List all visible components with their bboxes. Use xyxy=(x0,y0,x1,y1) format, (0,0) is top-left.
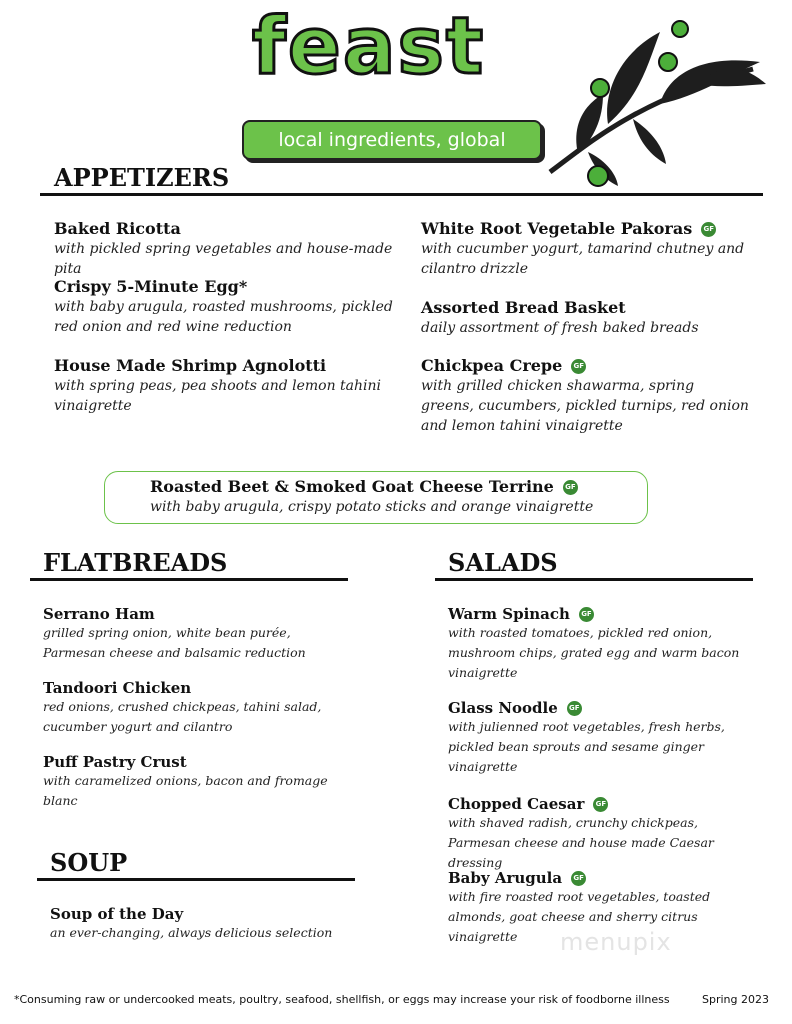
flatbread-item: Puff Pastry Crust with caramelized onions, bacon and fromage blanc xyxy=(43,753,328,808)
olive-branch-icon xyxy=(548,14,768,189)
restaurant-logo: feast xyxy=(252,2,486,92)
watermark: menupix xyxy=(560,928,672,956)
appetizers-rule xyxy=(40,193,763,196)
appetizer-item: Crispy 5-Minute Egg* with baby arugula, roasted mushrooms, pickled red onion and red wine reduction xyxy=(54,277,393,335)
salad-item: Glass Noodle GF with julienned root vegetables, fresh herbs, pickled bean sprouts and sesame ginger vinaigrette xyxy=(448,699,725,774)
featured-item: Roasted Beet & Smoked Goat Cheese Terrine GF with baby arugula, crispy potato sticks and orange vinaigrette xyxy=(150,477,594,515)
flatbreads-rule xyxy=(30,578,348,581)
footer-disclaimer: *Consuming raw or undercooked meats, poultry, seafood, shellfish, or eggs may increase your risk of foodborne illness xyxy=(14,993,670,1006)
soup-item: Soup of the Day an ever-changing, always delicious selection xyxy=(50,905,333,940)
salad-item: Baby Arugula GF with fire roasted root vegetables, toasted almonds, goat cheese and sherry citrus vinaigrette xyxy=(448,869,711,944)
salads-heading: SALADS xyxy=(448,548,558,577)
gluten-free-icon: GF xyxy=(579,607,594,622)
flatbread-item: Serrano Ham grilled spring onion, white bean purée, Parmesan cheese and balsamic reduction xyxy=(43,605,306,660)
tagline-banner: local ingredients, global flavors xyxy=(242,120,542,160)
gluten-free-icon: GF xyxy=(571,871,586,886)
footer-season: Spring 2023 xyxy=(702,993,769,1006)
gluten-free-icon: GF xyxy=(567,701,582,716)
flatbread-item: Tandoori Chicken red onions, crushed chickpeas, tahini salad, cucumber yogurt and cilantro xyxy=(43,679,322,734)
gluten-free-icon: GF xyxy=(593,797,608,812)
appetizer-item: White Root Vegetable Pakoras GF with cucumber yogurt, tamarind chutney and cilantro drizzle xyxy=(421,219,745,277)
soup-heading: SOUP xyxy=(50,848,128,877)
salad-item: Warm Spinach GF with roasted tomatoes, pickled red onion, mushroom chips, grated egg and warm bacon vinaigrette xyxy=(448,605,740,680)
appetizer-item: Chickpea Crepe GF with grilled chicken shawarma, spring greens, cucumbers, pickled turnips, red onion and lemon tahini vinaigrette xyxy=(421,356,749,434)
gluten-free-icon: GF xyxy=(701,222,716,237)
salad-item: Chopped Caesar GF with shaved radish, crunchy chickpeas, Parmesan cheese and house made Caesar dressing xyxy=(448,795,714,870)
appetizer-item: Assorted Bread Basket daily assortment of fresh baked breads xyxy=(421,298,699,336)
flatbreads-heading: FLATBREADS xyxy=(43,548,228,577)
gluten-free-icon: GF xyxy=(571,359,586,374)
appetizers-heading: APPETIZERS xyxy=(54,163,230,192)
appetizer-item: House Made Shrimp Agnolotti with spring peas, pea shoots and lemon tahini vinaigrette xyxy=(54,356,382,414)
gluten-free-icon: GF xyxy=(563,480,578,495)
soup-rule xyxy=(37,878,355,881)
salads-rule xyxy=(435,578,753,581)
appetizer-item: Baked Ricotta with pickled spring vegetables and house-made pita xyxy=(54,219,393,277)
